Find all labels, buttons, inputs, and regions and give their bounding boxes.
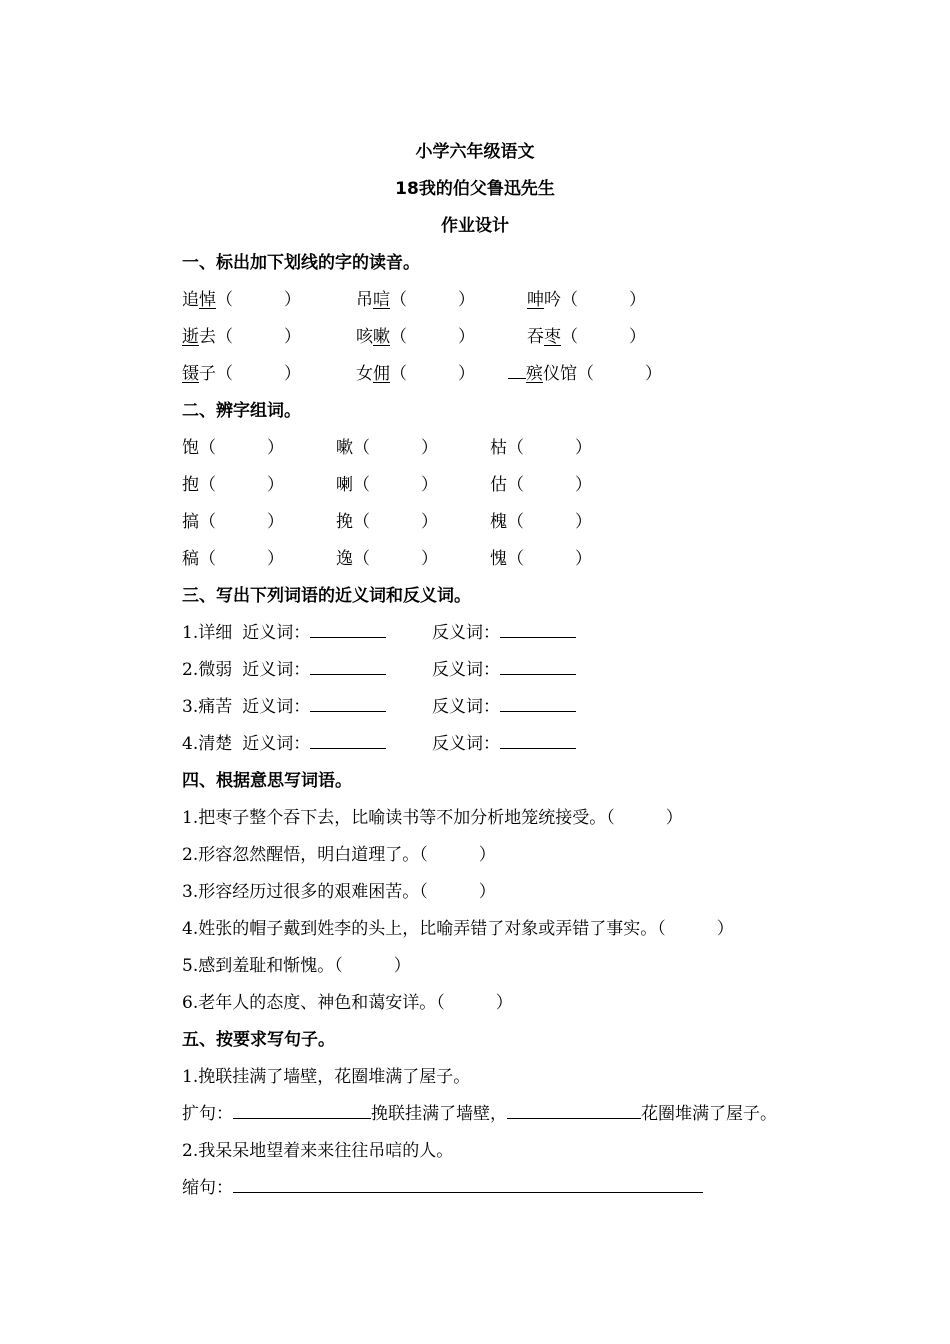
word-item: 抱（ ） xyxy=(182,475,284,495)
definition-item[interactable]: 3.形容经历过很多的艰难困苦。（ ） xyxy=(182,882,496,902)
answer-paren[interactable]: （ ） xyxy=(353,475,438,495)
definition-item[interactable]: 5.感到羞耻和惭愧。（ ） xyxy=(182,956,411,976)
word-item: 槐（ ） xyxy=(490,512,592,532)
section3-heading: 三、写出下列词语的近义词和反义词。 xyxy=(182,586,471,606)
answer-paren[interactable]: （ ） xyxy=(199,475,284,495)
pinyin-item: 殡仪馆（ ） xyxy=(508,359,662,384)
word-item: 搞（ ） xyxy=(182,512,284,532)
synonym-row-4 xyxy=(0,729,950,753)
expand-label: 扩句： xyxy=(182,1104,233,1124)
section4-heading: 四、根据意思写词语。 xyxy=(182,771,352,791)
synonym-blank[interactable] xyxy=(310,732,386,749)
pinyin-item: 咳嗽（ ） xyxy=(356,327,475,347)
word-item: 逸（ ） xyxy=(336,549,438,569)
word-label: 3.痛苦 xyxy=(182,697,233,717)
answer-paren[interactable]: （ ） xyxy=(390,327,475,347)
section5-heading: 五、按要求写句子。 xyxy=(182,1030,335,1050)
answer-paren[interactable]: （ ） xyxy=(353,549,438,569)
answer-paren[interactable]: （ ） xyxy=(577,364,662,384)
word-item: 喇（ ） xyxy=(336,475,438,495)
synonym-row-1 xyxy=(0,618,950,642)
pinyin-item: 女佣（ ） xyxy=(356,364,475,384)
synonym-label: 近义词： xyxy=(242,623,311,643)
answer-paren[interactable]: （ ） xyxy=(507,549,592,569)
section1-heading: 一、标出加下划线的字的读音。 xyxy=(182,253,420,273)
pinyin-row-1 xyxy=(0,285,950,309)
definition-item[interactable]: 1.把枣子整个吞下去，比喻读书等不加分析地笼统接受。（ ） xyxy=(182,808,683,828)
word-label: 4.清楚 xyxy=(182,734,233,754)
synonym-row-2 xyxy=(0,655,950,679)
blank-line xyxy=(508,362,526,379)
answer-paren[interactable]: （ ） xyxy=(507,438,592,458)
pinyin-item: 追悼（ ） xyxy=(182,290,301,310)
pinyin-row-3 xyxy=(0,359,950,383)
sentence-question-2: 2.我呆呆地望着来来往往吊唁的人。 xyxy=(182,1141,454,1161)
expand-blank-1[interactable] xyxy=(233,1102,371,1119)
shrink-blank[interactable] xyxy=(233,1176,703,1193)
synonym-blank[interactable] xyxy=(310,621,386,638)
sentence-question-1: 1.挽联挂满了墙壁，花圈堆满了屋子。 xyxy=(182,1067,471,1087)
antonym-blank[interactable] xyxy=(500,732,576,749)
homework-title: 作业设计 xyxy=(441,216,509,236)
expand-blank-2[interactable] xyxy=(507,1102,641,1119)
synonym-label: 近义词： xyxy=(242,734,311,754)
section2-heading: 二、辨字组词。 xyxy=(182,401,301,421)
word-label: 2.微弱 xyxy=(182,660,233,680)
antonym-label: 反义词： xyxy=(432,734,500,754)
pinyin-item: 镊子（ ） xyxy=(182,364,301,384)
synonym-blank[interactable] xyxy=(310,695,386,712)
word-item: 饱（ ） xyxy=(182,438,284,458)
answer-paren[interactable]: （ ） xyxy=(353,438,438,458)
antonym-label: 反义词： xyxy=(432,660,500,680)
synonym-row-3 xyxy=(0,692,950,716)
word-item: 挽（ ） xyxy=(336,512,438,532)
word-row-4 xyxy=(0,544,950,568)
answer-paren[interactable]: （ ） xyxy=(507,475,592,495)
word-item: 嗽（ ） xyxy=(336,438,438,458)
word-label: 1.详细 xyxy=(182,623,233,643)
shrink-label: 缩句： xyxy=(182,1178,233,1198)
answer-paren[interactable]: （ ） xyxy=(353,512,438,532)
answer-paren[interactable]: （ ） xyxy=(561,290,646,310)
word-item: 稿（ ） xyxy=(182,549,284,569)
lesson-title: 18我的伯父鲁迅先生 xyxy=(395,179,555,199)
answer-paren[interactable]: （ ） xyxy=(199,438,284,458)
synonym-label: 近义词： xyxy=(242,660,311,680)
shrink-sentence-row xyxy=(182,1173,703,1198)
answer-paren[interactable]: （ ） xyxy=(199,549,284,569)
definition-item[interactable]: 6.老年人的态度、神色和蔼安详。（ ） xyxy=(182,993,513,1013)
answer-paren[interactable]: （ ） xyxy=(561,327,646,347)
word-row-2 xyxy=(0,470,950,494)
antonym-label: 反义词： xyxy=(432,623,500,643)
answer-paren[interactable]: （ ） xyxy=(216,327,301,347)
synonym-label: 近义词： xyxy=(242,697,311,717)
pinyin-item: 呻吟（ ） xyxy=(527,290,646,310)
pinyin-item: 逝去（ ） xyxy=(182,327,301,347)
answer-paren[interactable]: （ ） xyxy=(216,290,301,310)
answer-paren[interactable]: （ ） xyxy=(390,364,475,384)
expand-sentence-row: 扩句： 挽联挂满了墙壁， 花圈堆满了屋子。 xyxy=(182,1104,777,1124)
word-row-1 xyxy=(0,433,950,457)
definition-item[interactable]: 2.形容忽然醒悟，明白道理了。（ ） xyxy=(182,845,496,865)
antonym-blank[interactable] xyxy=(500,621,576,638)
answer-paren[interactable]: （ ） xyxy=(390,290,475,310)
answer-paren[interactable]: （ ） xyxy=(216,364,301,384)
grade-title: 小学六年级语文 xyxy=(415,142,535,162)
pinyin-row-2 xyxy=(0,322,950,346)
answer-paren[interactable]: （ ） xyxy=(507,512,592,532)
pinyin-item: 吊唁（ ） xyxy=(356,290,475,310)
pinyin-item: 吞枣（ ） xyxy=(527,327,646,347)
antonym-label: 反义词： xyxy=(432,697,500,717)
word-row-3 xyxy=(0,507,950,531)
definition-item[interactable]: 4.姓张的帽子戴到姓李的头上，比喻弄错了对象或弄错了事实。（ ） xyxy=(182,919,734,939)
antonym-blank[interactable] xyxy=(500,658,576,675)
word-item: 估（ ） xyxy=(490,475,592,495)
synonym-blank[interactable] xyxy=(310,658,386,675)
antonym-blank[interactable] xyxy=(500,695,576,712)
answer-paren[interactable]: （ ） xyxy=(199,512,284,532)
word-item: 愧（ ） xyxy=(490,549,592,569)
word-item: 枯（ ） xyxy=(490,438,592,458)
